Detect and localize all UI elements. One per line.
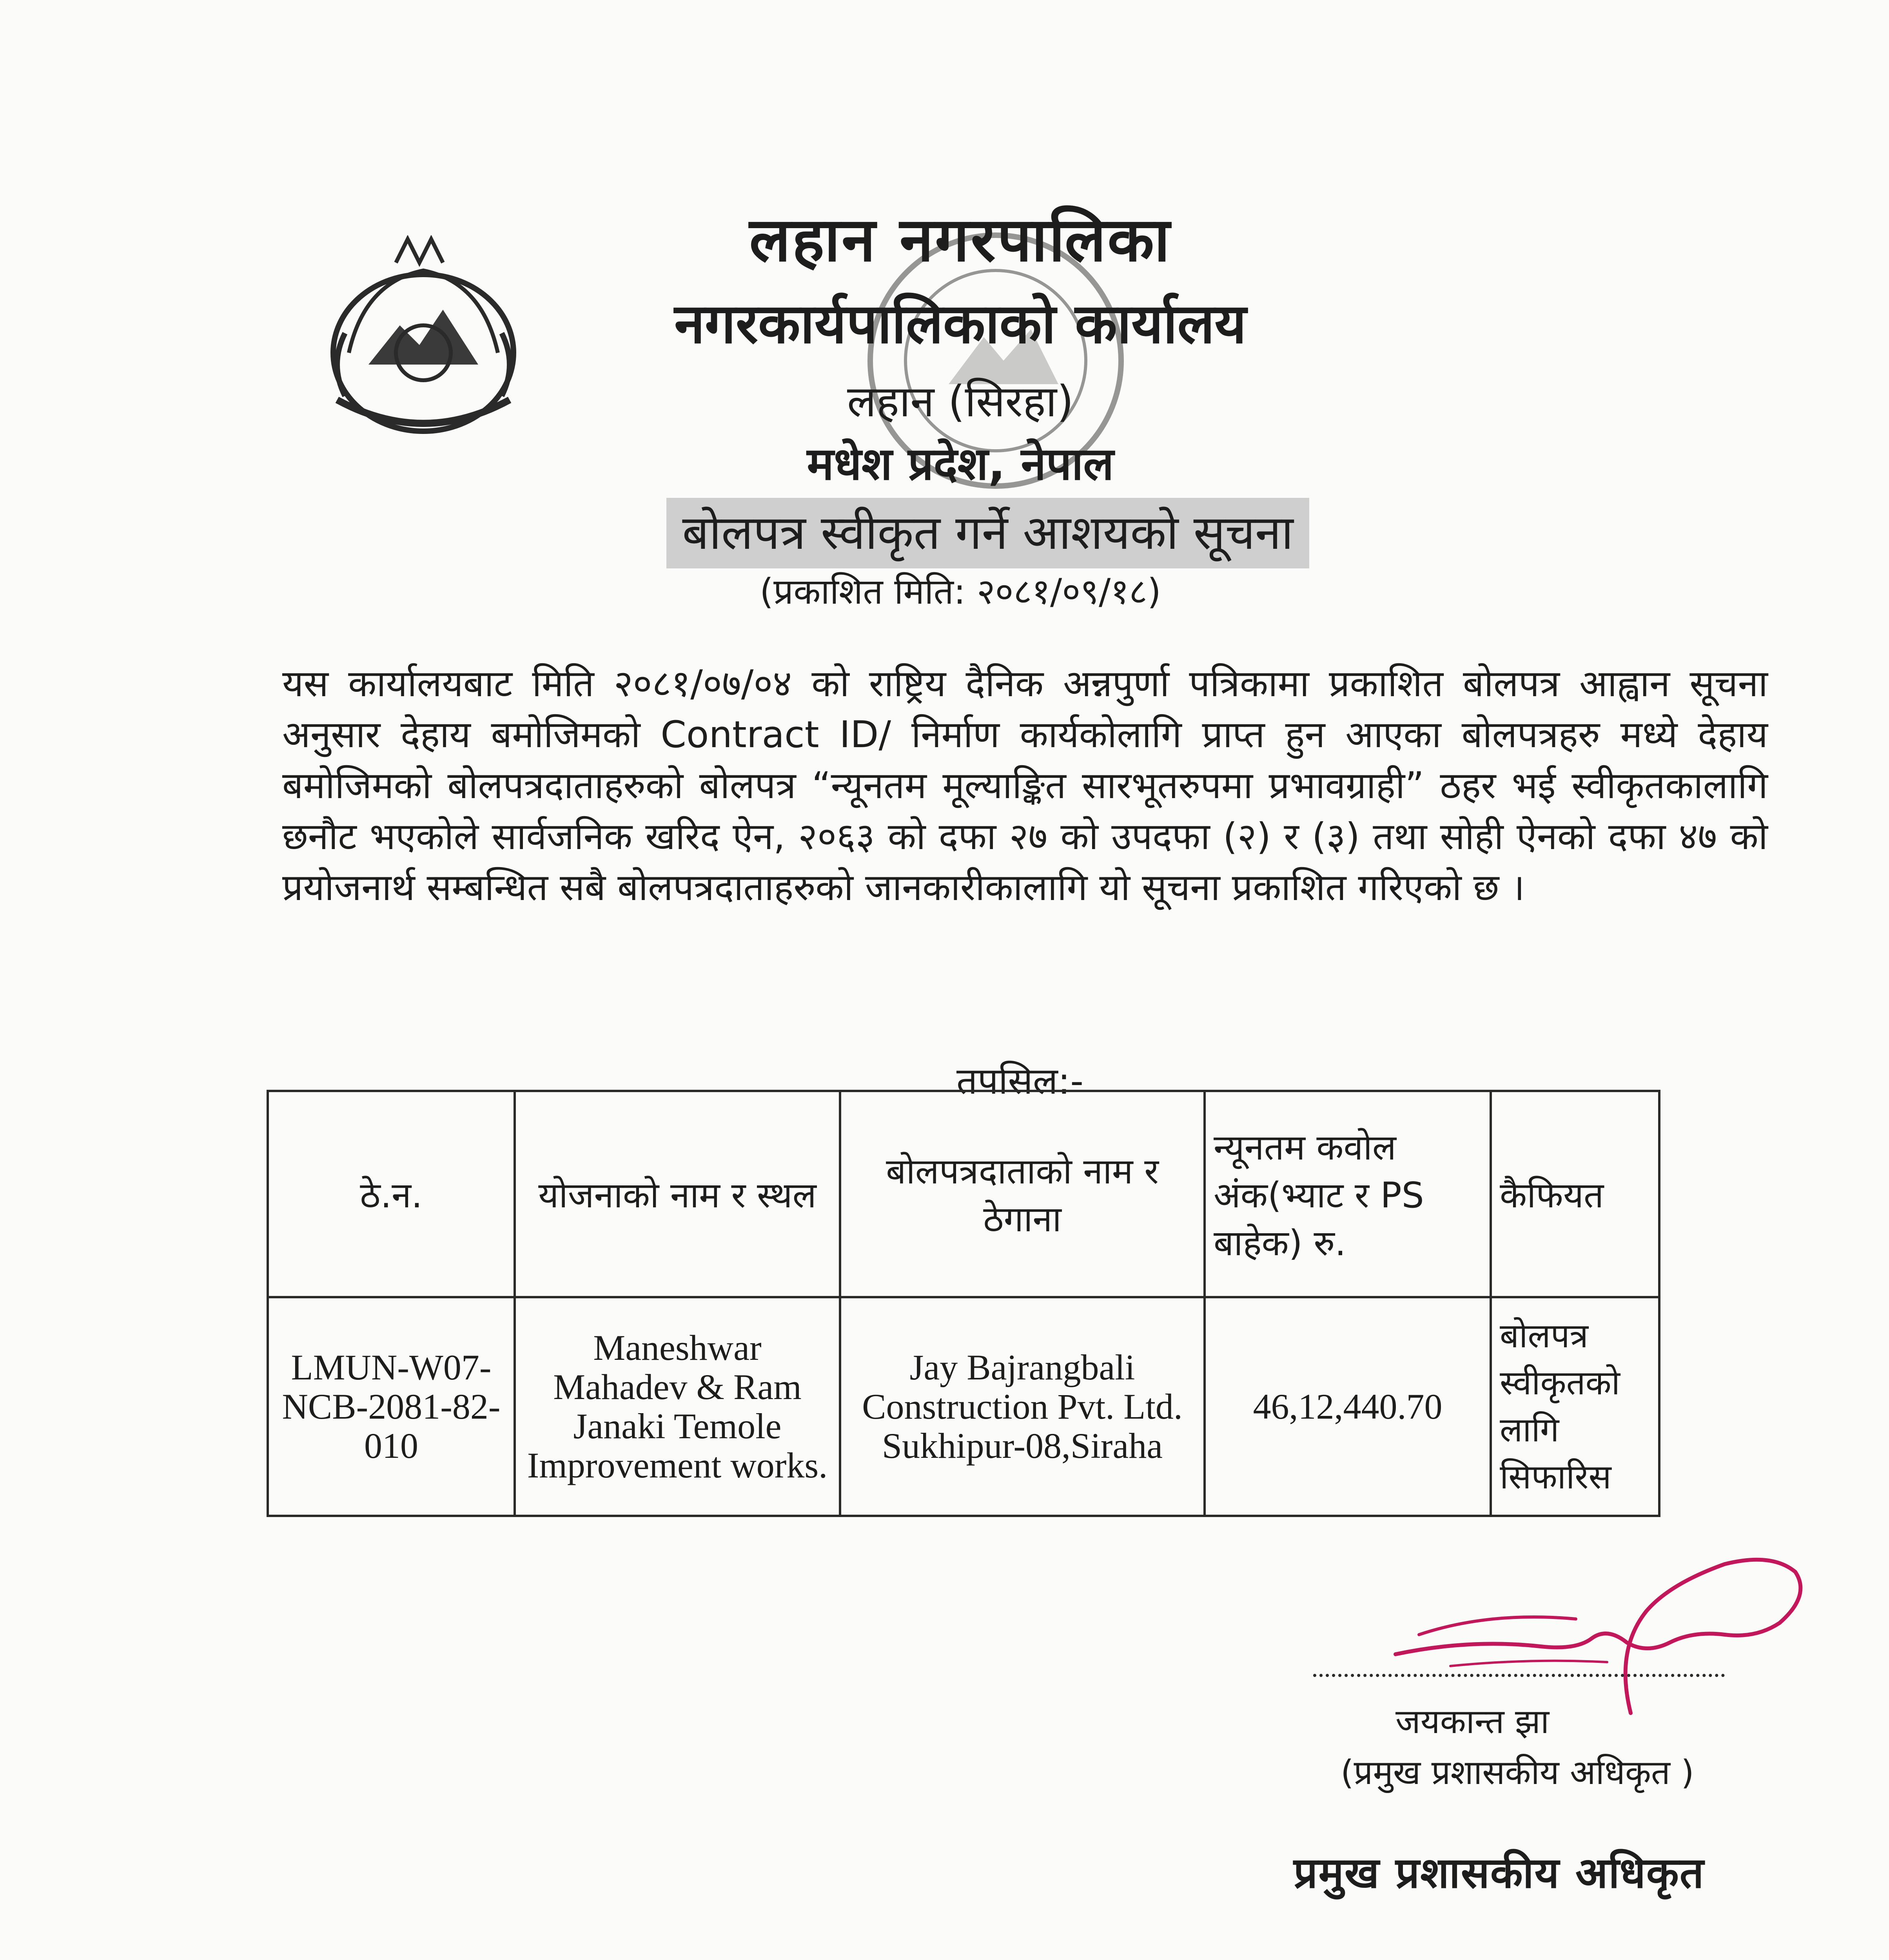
cell-remarks: बोलपत्र स्वीकृतको लागि सिफारिस xyxy=(1491,1297,1659,1516)
header-amount: न्यूनतम कवोल अंक(भ्याट र PS बाहेक) रु. xyxy=(1205,1091,1491,1297)
header-bidder: बोलपत्रदाताको नाम र ठेगाना xyxy=(840,1091,1205,1297)
notice-paragraph: यस कार्यालयबाट मिति २०८१/०७/०४ को राष्ट्रिय दैनिक अन्नपुर्णा पत्रिकामा प्रकाशित बोलपत्र आह्वान सूचना अनुसार देहाय बमोजिमको Contract ID/ निर्माण कार्यकोलागि प्राप्त हुन आएका बोलपत्रहरु मध्ये देहाय बमोजिमको बोलपत्रदाताहरुको बोलपत्र “न्यूनतम मूल्याङ्कित सारभूतरुपमा प्रभावग्राही” ठहर भई स्वीकृतकालागि छनौट भएकोले सार्वजनिक खरिद ऐन, २०६३ को दफा २७ को उपदफा (२) र (३) तथा सोही ऐनको दफा ४७ को प्रयोजनार्थ सम्बन्धित सबै बोलपत्रदाताहरुको जानकारीकालागि यो सूचना प्रकाशित गरिएको छ । xyxy=(282,662,1768,909)
header-remarks: कैफियत xyxy=(1491,1091,1659,1297)
municipality-name: लहान नगरपालिका xyxy=(749,204,1172,275)
cell-contract-no: LMUN-W07-NCB-2081-82-010 xyxy=(268,1297,515,1516)
table-caption: तपसिल:- xyxy=(956,1060,1084,1103)
notice-title: बोलपत्र स्वीकृत गर्ने आशयको सूचना xyxy=(666,498,1309,568)
bid-details-table xyxy=(267,1090,1660,1517)
cell-bidder: Jay Bajrangbali Construction Pvt. Ltd. Sukhipur-08,Siraha xyxy=(840,1297,1205,1516)
table-row xyxy=(268,1297,1659,1516)
province-country: मधेश प्रदेश, नेपाल xyxy=(807,438,1114,490)
cell-project: Maneshwar Mahadev & Ram Janaki Temole Improvement works. xyxy=(515,1297,840,1516)
header-project: योजनाको नाम र स्थल xyxy=(515,1091,840,1297)
table-header-row xyxy=(268,1091,1659,1297)
designation-stamp: प्रमुख प्रशासकीय अधिकृत xyxy=(1294,1849,1705,1898)
signatory-title: (प्रमुख प्रशासकीय अधिकृत ) xyxy=(1341,1753,1694,1792)
office-name: नगरकार्यपालिकाको कार्यालय xyxy=(674,292,1247,356)
published-date: (प्रकाशित मिति: २०८१/०९/१८) xyxy=(760,571,1161,612)
signatory-name: जयकान्त झा xyxy=(1395,1702,1550,1741)
signature-line xyxy=(1313,1674,1725,1677)
office-location: लहान (सिरहा) xyxy=(847,376,1074,426)
header-contract-no: ठे.न. xyxy=(268,1091,515,1297)
cell-amount: 46,12,440.70 xyxy=(1205,1297,1491,1516)
